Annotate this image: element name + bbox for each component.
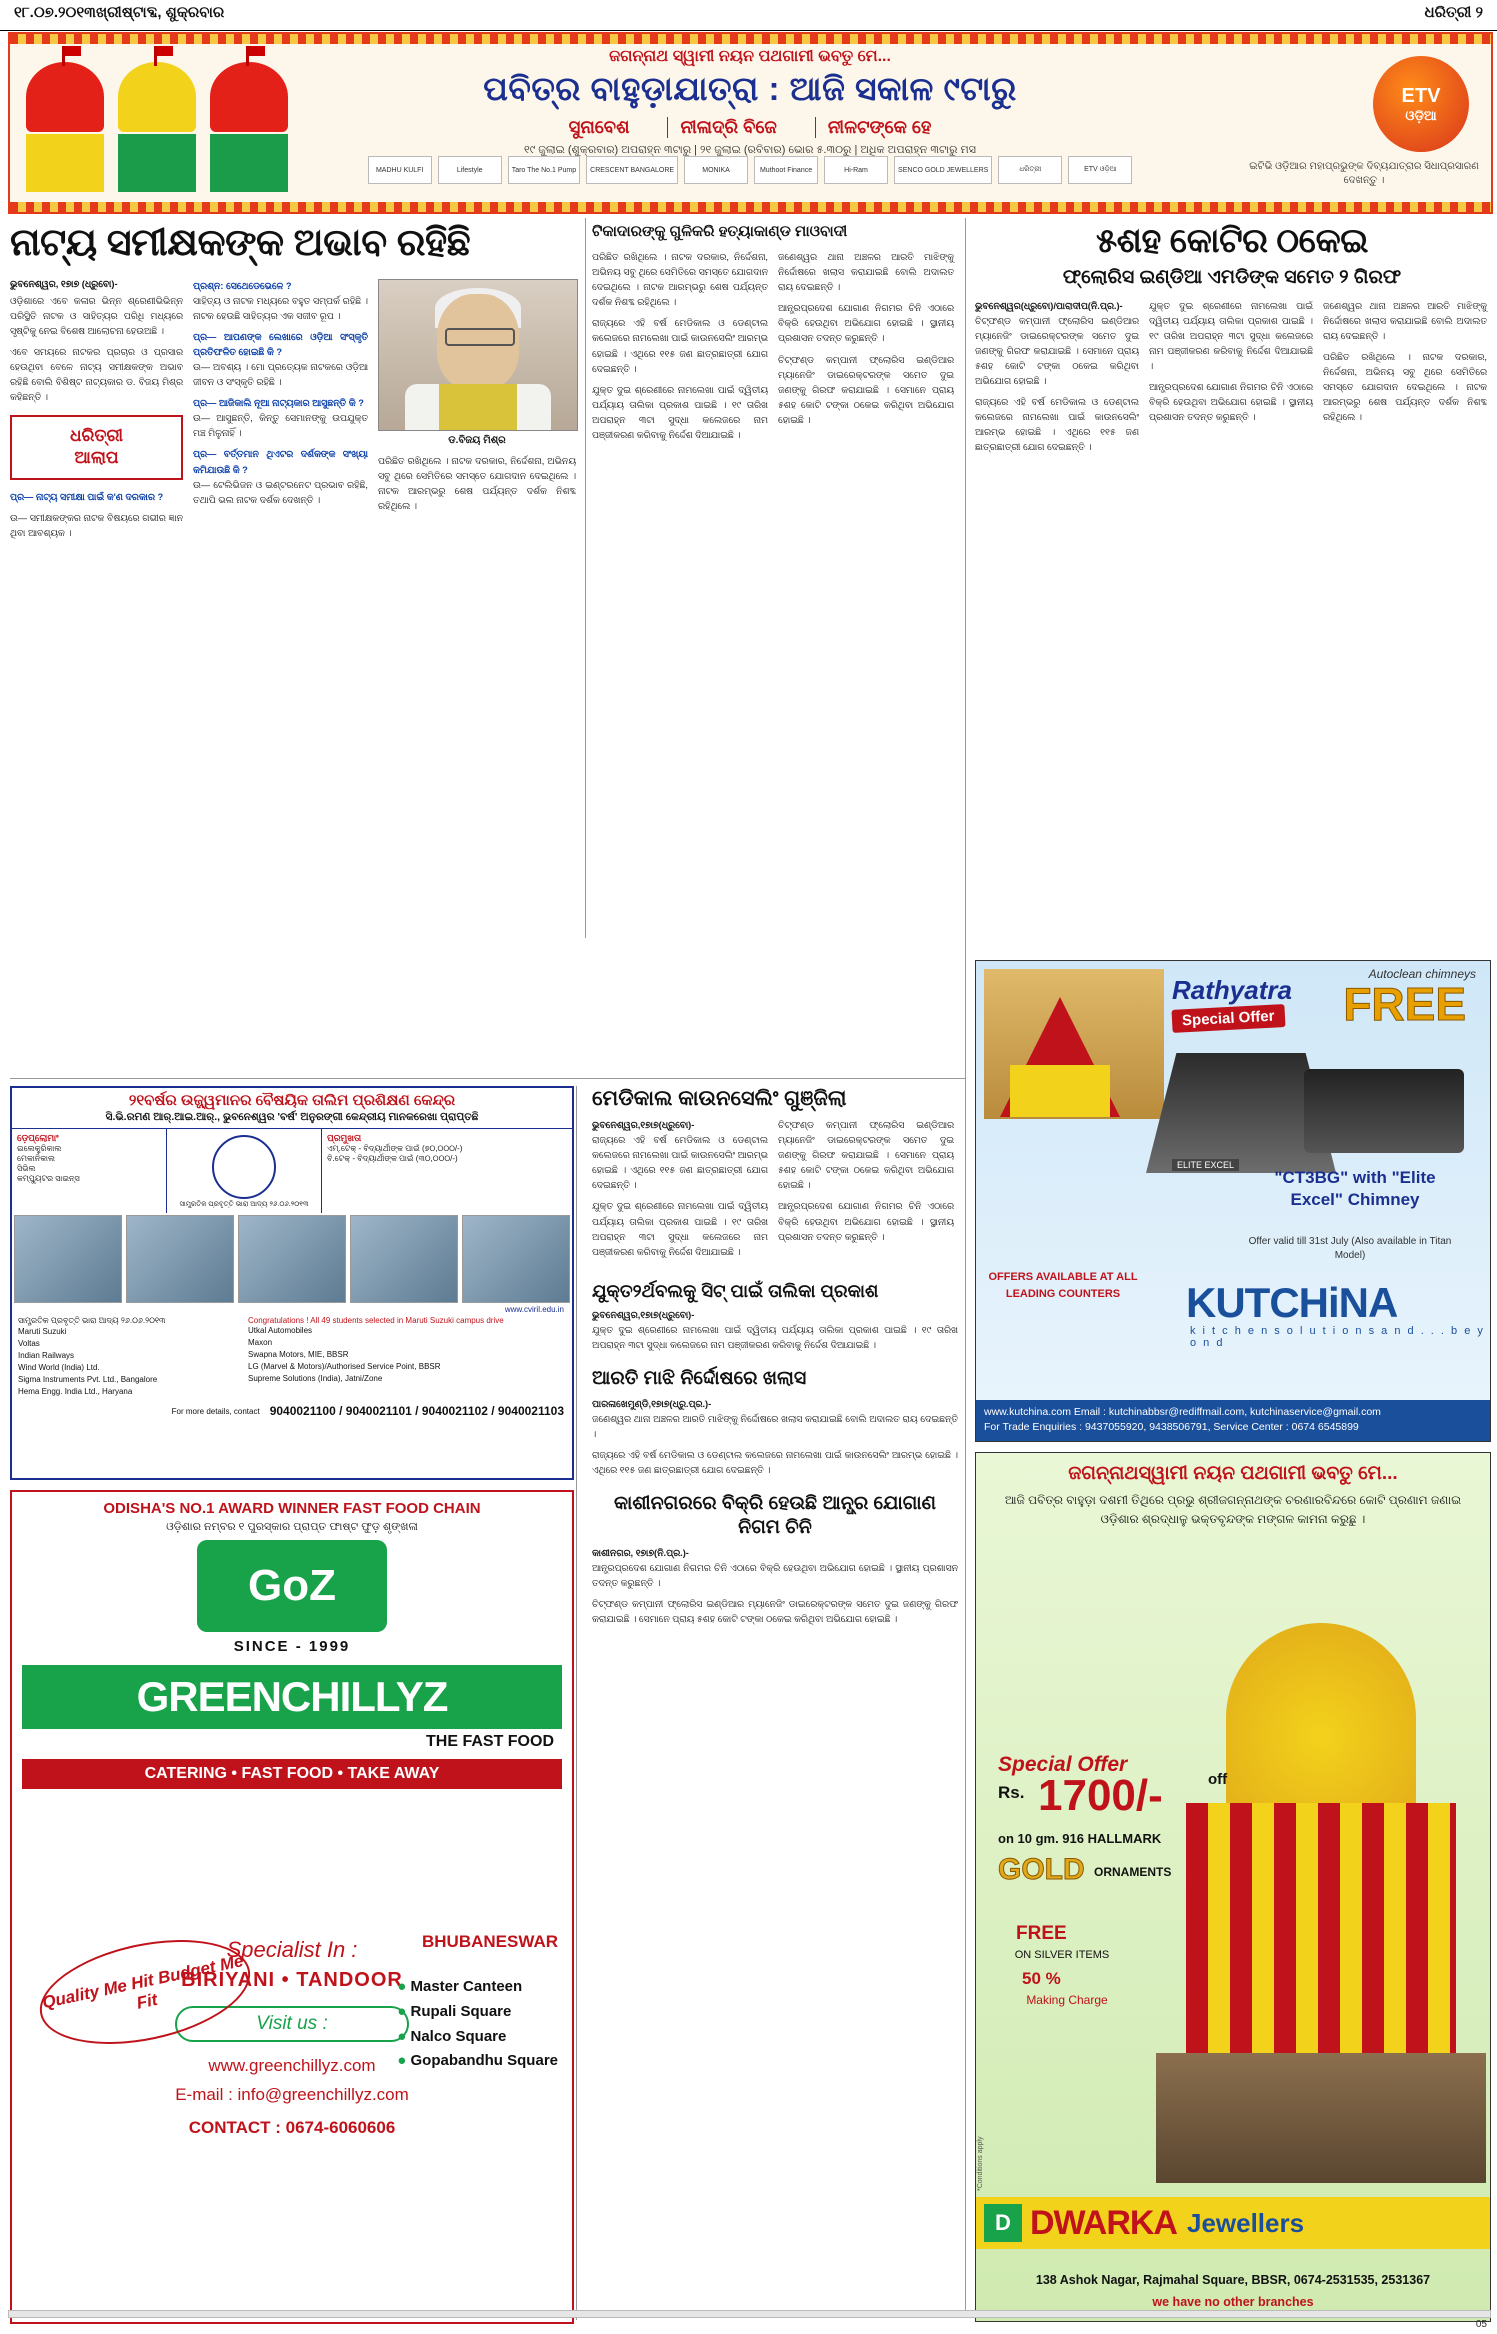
lead-body-extra: ପରିଛିତ ରଖିଥିଲେ । ନାଟକ ଦରକାର, ନିର୍ଦ୍ଦେଶନା, ଅଭିନୟ ସବୁ ଥିରେ ସେମିତିରେ ସମସ୍ତେ ଯୋଗଦାନ ଦେଇଥିଲେ । ନାଟକ ଆରମ୍ଭରୁ ଶେଷ ପର୍ଯ୍ୟନ୍ତ ଦର୍ଶକ ନିଶବ୍ଦ ରହିଥିଲେ ।	[378, 456, 576, 512]
story7-col1	[975, 299, 1139, 461]
story6-text: ଆନ୍ଧ୍ରପ୍ରଦେଶ ଯୋଗାଣ ନିଗମର ଚିନି ଏଠାରେ ବିକ୍ରି ହେଉଥିବା ଅଭିଯୋଗ ହୋଇଛି । ସ୍ଥାନୀୟ ପ୍ରଶାସନ ତଦନ୍ତ କରୁଛନ୍ତି ।	[592, 1562, 958, 1588]
story7-col3	[1323, 299, 1487, 461]
column-rule	[585, 218, 586, 938]
gz-brand-sub: THE FAST FOOD	[426, 1733, 554, 1750]
ciri-placement-right	[248, 1316, 548, 1398]
story7-subhead: ଫ୍ଲୋରିସ ଇଣ୍ଡିଆ ଏମଡିଙ୍କ ସମେତ ୨ ଗିରଫ	[1062, 267, 1402, 288]
story-thakei	[975, 222, 1489, 461]
top-ad-segment-2: ନୀଳାଦ୍ରି ବିଜେ	[667, 117, 788, 138]
story2-text-4: ଜଣେଶ୍ୱର ଥାନା ଅଞ୍ଚଳର ଆରତି ମାଝିଙ୍କୁ ନିର୍ଦ୍ଦୋଷରେ ଖଲାସ କରାଯାଇଛି ବୋଲି ଅଦାଲତ ରାୟ ଦେଇଛନ୍ତି ।	[778, 252, 954, 293]
ciri-photo	[126, 1215, 234, 1303]
dwarka-price: 1700/-	[1038, 1771, 1163, 1820]
autoclean-label: Autoclean chimneys	[1368, 967, 1476, 981]
story7-col2	[1149, 299, 1313, 461]
gz-brand: GREENCHILLYZ	[22, 1665, 562, 1729]
ciri-col1-item: ଇଲେକ୍ଟ୍ରିକାଲ	[17, 1144, 62, 1153]
chariot-illustration	[26, 50, 296, 192]
lead-intro-1: ଓଡ଼ିଶାରେ ଏବେ କଳାର ଭିନ୍ନ ଶ୍ରେଣୀଭିଭିନ୍ନ ପରିସ୍ଥିତି ନାଟକ ଓ ସାହିତ୍ୟର ପରିଧି ମଧ୍ୟରେ ସୃଷ୍ଟିକୁ ନେଇ ବିଶେଷ ଆଲୋଚନା ହେଉଅଛି ।	[10, 296, 184, 337]
crowd	[1156, 2053, 1486, 2183]
story7-dateline: ଭୁବନେଶ୍ୱର(ଧ୍ରୁବୋ)/ପାରାଦୀପ(ନି.ପ୍ର.)-	[975, 301, 1123, 311]
top-ad-title: ପବିତ୍ର ବାହୁଡ଼ାଯାତ୍ରା : ଆଜି ସକାଳ ୯ଟାରୁ	[483, 70, 1017, 107]
lead-qa-a5: ଉ— ସମୀକ୍ଷକଙ୍କର ନାଟକ ବିଷୟରେ ଗଭୀର ଜ୍ଞାନ ଥିବା ଆବଶ୍ୟକ ।	[10, 512, 184, 538]
story6-text-2: ଚିଟ୍‌ଫଣ୍ଡ କମ୍ପାନୀ ଫ୍ଲୋରିସ ଇଣ୍ଡିଆର ମ୍ୟାନେଜିଂ ଡାଇରେକ୍ଟରଙ୍କ ସମେତ ଦୁଇ ଜଣଙ୍କୁ ଗିରଫ କରାଯାଇଛି । ସେମାନେ ପ୍ରାୟ ୫ଶହ କୋଟି ଟଙ୍କା ଠକେଇ କରିଥିବା ଅଭିଯୋଗ ହୋଇଛି ।	[592, 1598, 958, 1624]
masthead-date: ୧୮.୦୭.୨୦୧୩ଖ୍ରୀଷ୍ଟାବ୍ଦ, ଶୁକ୍ରବାର	[14, 4, 225, 21]
ciri-column-fees	[322, 1129, 572, 1213]
ciri-col2-item: ଏମ୍.ଟେକ୍ - ବିଦ୍ୟାର୍ଥୀଙ୍କ ପାଇଁ (୭୦,୦୦୦/-)	[327, 1144, 463, 1153]
lead-qa-q5: ପ୍ର— ନାଟ୍ୟ ସମୀକ୍ଷା ପାଇଁ କ'ଣ ଦରକାର ?	[10, 491, 164, 502]
story3-headline: ମେଡିକାଲ କାଉନସେଲିଂ ଗୁଞ୍ଜିଲା	[592, 1087, 847, 1110]
top-banner-ad	[8, 32, 1493, 214]
story3-col1	[592, 1118, 768, 1265]
dwarka-rs: Rs.	[998, 1783, 1025, 1802]
ciri-photo	[14, 1215, 122, 1303]
ciri-congrats: Congratulations ! All 49 students selected in Maruti Suzuki campus drive	[248, 1316, 504, 1325]
ciri-placement-item: Maxon	[248, 1338, 273, 1347]
ciri-placement-heading: ସାମ୍ପ୍ରତିକ ପ୍ରବୃତ୍ତି ଭାରା ଆଦ୍ୟ ୨୬.୦୬.୨୦୧୩	[18, 1316, 166, 1325]
chariot-three	[210, 62, 288, 192]
masthead-title: ଧରିତ୍ରୀ ୨	[1424, 4, 1483, 21]
ciri-col1-item: ସିଭିଲ	[17, 1164, 36, 1173]
etv-odia-logo	[1373, 56, 1469, 152]
ciri-placement-item: Indian Railways	[18, 1351, 75, 1360]
ciri-placement-item: Utkal Automobiles	[248, 1326, 313, 1335]
gz-quality-oval: Quality Me Hit Budget Me Fit	[30, 1923, 259, 2061]
story2-col2	[778, 250, 954, 449]
stove-image	[1304, 1069, 1464, 1153]
gz-website[interactable]: www.greenchillyz.com	[208, 2056, 376, 2075]
sponsor-logo: Muthoot Finance	[754, 156, 818, 184]
story7-text-5: ଜଣେଶ୍ୱର ଥାନା ଅଞ୍ଚଳର ଆରତି ମାଝିଙ୍କୁ ନିର୍ଦ୍ଦୋଷରେ ଖଲାସ କରାଯାଇଛି ବୋଲି ଅଦାଲତ ରାୟ ଦେଇଛନ୍ତି ।	[1323, 301, 1487, 342]
dwarka-no-branches: we have no other branches	[1152, 2295, 1314, 2309]
kutchina-title: Rathyatra	[1172, 975, 1292, 1005]
ciri-placement-item: Supreme Solutions (India), Jatni/Zone	[248, 1374, 383, 1383]
interviewee-photo	[378, 279, 578, 431]
sponsor-logo: Lifestyle	[438, 156, 502, 184]
dwarka-gold: GOLD	[998, 1853, 1085, 1886]
story2-text-5: ଆନ୍ଧ୍ରପ୍ରଦେଶ ଯୋଗାଣ ନିଗମର ଚିନି ଏଠାରେ ବିକ୍ରି ହେଉଥିବା ଅଭିଯୋଗ ହୋଇଛି । ସ୍ଥାନୀୟ ପ୍ରଶାସନ ତଦନ୍ତ କରୁଛନ୍ତି ।	[778, 303, 954, 344]
kutchina-free: FREE	[1343, 978, 1466, 1030]
ciri-title: ୨୧ବର୍ଷର ଉଜ୍ଜ୍ୱମାନର ବୈଷୟିକ ତାଲିମ ପ୍ରଶିକ୍ଷଣ କେନ୍ଦ୍ର	[12, 1088, 572, 1111]
story5-text: ଜଣେଶ୍ୱର ଥାନା ଅଞ୍ଚଳର ଆରତି ମାଝିଙ୍କୁ ନିର୍ଦ୍ଦୋଷରେ ଖଲାସ କରାଯାଇଛି ବୋଲି ଅଦାଲତ ରାୟ ଦେଇଛନ୍ତି ।	[592, 1414, 958, 1440]
lead-qa-q2: ପ୍ର— ଆପଣଙ୍କ ଲେଖାରେ ଓଡ଼ିଆ ସଂସ୍କୃତି ପ୍ରତିଫଳିତ ହୋଇଛି କି ?	[193, 332, 368, 358]
lead-qa-a3: ଉ— ଆସୁଛନ୍ତି, କିନ୍ତୁ ସେମାନଙ୍କୁ ଉପଯୁକ୍ତ ମଞ୍ଚ ମିଳୁନାହିଁ ।	[193, 413, 368, 439]
ciri-placement-item: Voltas	[18, 1339, 40, 1348]
lead-story-middle-column	[193, 279, 368, 547]
kutchina-footer	[976, 1400, 1490, 1442]
sponsor-logo: CRESCENT BANGALORE	[586, 156, 678, 184]
story6-headline: କାଶୀନଗରରେ ବିକ୍ରି ହେଉଛି ଆନ୍ଧ୍ର ଯୋଗାଣ ନିଗମ ଚିନି	[613, 1493, 937, 1539]
ciri-col1-item: ମେକାନିକାଲ	[17, 1154, 55, 1163]
kutchina-footer-line2[interactable]: For Trade Enquiries : 9437055920, 9438506791, Service Center : 0674 6545899	[984, 1421, 1359, 1434]
ciri-col2-head: ପ୍ରମୁଖତା	[327, 1133, 362, 1143]
dwarka-address: 138 Ashok Nagar, Rajmahal Square, BBSR, 0674-2531535, 2531367	[1035, 2273, 1431, 2287]
story6-dateline: କାଶୀନଗର, ୧୭ା୭(ନି.ପ୍ର.)-	[592, 1547, 689, 1558]
dwarka-off: off	[1208, 1771, 1228, 1788]
sponsor-logo: Hi-Ram	[824, 156, 888, 184]
dwarka-ornaments: ORNAMENTS	[1094, 1865, 1172, 1879]
zigzag-border-bottom	[10, 202, 1491, 212]
story5-headline: ଆରତି ମାଝି ନିର୍ଦ୍ଦୋଷରେ ଖଲାସ	[592, 1368, 807, 1390]
lead-qa-a1: ସାହିତ୍ୟ ଓ ନାଟକ ମଧ୍ୟରେ ବହୁତ ସମ୍ପର୍କ ରହିଛି । ନାଟକ ହେଉଛି ସାହିତ୍ୟର ଏକ ସଜୀବ ରୂପ ।	[193, 296, 368, 322]
ciri-placement-item: Wind World (India) Ltd.	[18, 1363, 100, 1372]
kutchina-validity: Offer valid till 31st July (Also available in Titan Model)	[1248, 1236, 1452, 1261]
ciri-note: ସାମ୍ପ୍ରତିକ ପ୍ରବୃତ୍ତି ଭାରା ଆଦ୍ୟ ୨୬.୦୬.୨୦୧୩	[179, 1201, 309, 1208]
chariot-one	[26, 62, 104, 192]
ciri-phone-numbers[interactable]: 9040021100 / 9040021101 / 9040021102 / 9040021103	[269, 1404, 564, 1418]
sponsor-logo: ETV ଓଡ଼ିଆ	[1068, 156, 1132, 184]
story3-text-3: ଚିଟ୍‌ଫଣ୍ଡ କମ୍ପାନୀ ଫ୍ଲୋରିସ ଇଣ୍ଡିଆର ମ୍ୟାନେଜିଂ ଡାଇରେକ୍ଟରଙ୍କ ସମେତ ଦୁଇ ଜଣଙ୍କୁ ଗିରଫ କରାଯାଇଛି । ସେମାନେ ପ୍ରାୟ ୫ଶହ କୋଟି ଟଙ୍କା ଠକେଇ କରିଥିବା ଅଭିଯୋଗ ହୋଇଛି ।	[778, 1120, 954, 1191]
story4-text: ଯୁକ୍ତ ଦୁଇ ଶ୍ରେଣୀରେ ନାମଲେଖା ପାଇଁ ଦ୍ୱିତୀୟ ପର୍ଯ୍ୟାୟ ତାଲିକା ପ୍ରକାଶ ପାଇଛି । ୧୯ ତାରିଖ ଅପରାହ୍ନ ୩ଟା ସୁଦ୍ଧା କଲେଜରେ ନାମ ପଞ୍ଜୀକରଣ କରିବାକୁ ନିର୍ଦ୍ଦେଶ ଦିଆଯାଇଛି ।	[592, 1325, 958, 1351]
etv-logo-sub: ଓଡ଼ିଆ	[1405, 107, 1437, 123]
kutchina-footer-line1[interactable]: www.kutchina.com Email : kutchinabbsr@rediffmail.com, kutchinaservice@gmail.com	[984, 1405, 1381, 1418]
kutchina-brand-sub: k i t c h e n s o l u t i o n s a n d . . . b e y o n d	[1190, 1325, 1485, 1349]
dwarka-special-offer: Special Offer	[998, 1753, 1128, 1776]
story2-text-2: ରାଜ୍ୟରେ ଏହି ବର୍ଷ ମେଡିକାଲ ଓ ଡେଣ୍ଟାଲ କଲେଜରେ ନାମଲେଖା ପାଇଁ କାଉନସେଲିଂ ଆରମ୍ଭ ହୋଇଛି । ଏଥିରେ ୧୧୫ ଜଣ ଛାତ୍ରଛାତ୍ରୀ ଯୋଗ ଦେଇଛନ୍ତି ।	[592, 318, 768, 374]
story-ticadar	[592, 222, 958, 449]
story3-col2	[778, 1118, 954, 1265]
story5-dateline: ପାରଳାଖେମୁଣ୍ଡି,୧୭ା୭(ଧ୍ରୁ.ପ୍ର.)-	[592, 1399, 712, 1410]
top-ad-note: ୧୯ ଜୁଲାଇ (ଶୁକ୍ରବାର) ଅପରାହ୍ନ ୩ଟାରୁ | ୨୧ ଜୁଲାଇ (ରବିବାର) ଭୋର ୫.୩୦ରୁ | ଅଧିକ ଅପରାହ୍ନ ୩ଟାରୁ ମସ	[524, 144, 976, 156]
rath-body	[1186, 1803, 1456, 2053]
top-ad-segment-3: ନୀଳଟଙ୍କେ ହେ	[815, 117, 944, 138]
gz-specialist-label: Specialist In :	[226, 1937, 358, 1962]
ciri-more-details: For more details, contact	[171, 1406, 260, 1416]
kutchina-offers-note: OFFERS AVAILABLE AT ALL LEADING COUNTERS	[988, 1271, 1138, 1300]
dwarka-rath-image	[1156, 1623, 1486, 2183]
story3-text-2: ଯୁକ୍ତ ଦୁଇ ଶ୍ରେଣୀରେ ନାମଲେଖା ପାଇଁ ଦ୍ୱିତୀୟ ପର୍ଯ୍ୟାୟ ତାଲିକା ପ୍ରକାଶ ପାଇଛି । ୧୯ ତାରିଖ ଅପରାହ୍ନ ୩ଟା ସୁଦ୍ଧା କଲେଜରେ ନାମ ପଞ୍ଜୀକରଣ କରିବାକୁ ନିର୍ଦ୍ଦେଶ ଦିଆଯାଇଛି ।	[592, 1201, 768, 1257]
page-number: 05	[1475, 2319, 1487, 2330]
ciri-photo	[462, 1215, 570, 1303]
story4-dateline: ଭୁବନେଶ୍ୱର,୧୭ା୭(ଧ୍ରୁବୋ)-	[592, 1310, 695, 1321]
story2-text-6: ଚିଟ୍‌ଫଣ୍ଡ କମ୍ପାନୀ ଫ୍ଲୋରିସ ଇଣ୍ଡିଆର ମ୍ୟାନେଜିଂ ଡାଇରେକ୍ଟରଙ୍କ ସମେତ ଦୁଇ ଜଣଙ୍କୁ ଗିରଫ କରାଯାଇଛି । ସେମାନେ ପ୍ରାୟ ୫ଶହ କୋଟି ଟଙ୍କା ଠକେଇ କରିଥିବା ଅଭିଯୋଗ ହୋଇଛି ।	[778, 354, 954, 425]
top-ad-segments	[310, 117, 1190, 138]
kutchina-offer-badge: Special Offer	[1171, 1004, 1285, 1033]
ciri-placement-item: Maruti Suzuki	[18, 1327, 67, 1336]
gz-branch-item: ● Master Canteen	[397, 1975, 558, 2000]
story7-text-4: ଆନ୍ଧ୍ରପ୍ରଦେଶ ଯୋଗାଣ ନିଗମର ଚିନି ଏଠାରେ ବିକ୍ରି ହେଉଥିବା ଅଭିଯୋଗ ହୋଇଛି । ସ୍ଥାନୀୟ ପ୍ରଶାସନ ତଦନ୍ତ କରୁଛନ୍ତି ।	[1149, 382, 1313, 423]
middle-stories	[592, 1086, 958, 1633]
story7-text-1: ଚିଟ୍‌ଫଣ୍ଡ କମ୍ପାନୀ ଫ୍ଲୋରିସ ଇଣ୍ଡିଆର ମ୍ୟାନେଜିଂ ଡାଇରେକ୍ଟରଙ୍କ ସମେତ ଦୁଇ ଜଣଙ୍କୁ ଗିରଫ କରାଯାଇଛି । ସେମାନେ ପ୍ରାୟ ୫ଶହ କୋଟି ଟଙ୍କା ଠକେଇ କରିଥିବା ଅଭିଯୋଗ ହୋଇଛି ।	[975, 316, 1139, 387]
column-rule	[965, 218, 966, 2318]
story3-dateline: ଭୁବନେଶ୍ୱର,୧୭ା୭(ଧ୍ରୁବୋ)-	[592, 1120, 695, 1131]
ciri-col2-item: ବି.ଟେକ୍ - ବିଦ୍ୟାର୍ଥୀଙ୍କ ପାଇଁ (୩୦,୦୦୦/-)	[327, 1154, 458, 1163]
page-footer-bar	[8, 2310, 1491, 2318]
alaap-line2: ଆଲାପ	[74, 448, 119, 468]
sponsor-logo: MONIKA	[684, 156, 748, 184]
dwarka-logo-bar	[976, 2197, 1490, 2249]
story4-headline: ଯୁକ୍ତ୨ର୍ଥବଲକୁ ସିଟ୍ ପାଇଁ ତାଲିକା ପ୍ରକାଶ	[592, 1280, 879, 1301]
ciri-placement-item: LG (Marvel & Motors)/Authorised Service Point, BBSR	[248, 1362, 441, 1371]
gz-branch-list	[357, 1975, 558, 2074]
column-rule	[576, 1086, 577, 2320]
lead-story-photo-column	[378, 279, 576, 547]
story7-text-2: ରାଜ୍ୟରେ ଏହି ବର୍ଷ ମେଡିକାଲ ଓ ଡେଣ୍ଟାଲ କଲେଜରେ ନାମଲେଖା ପାଇଁ କାଉନସେଲିଂ ଆରମ୍ଭ ହୋଇଛି । ଏଥିରେ ୧୧୫ ଜଣ ଛାତ୍ରଛାତ୍ରୀ ଯୋଗ ଦେଇଛନ୍ତି ।	[975, 397, 1139, 453]
photo-caption: ଡ.ବିଜୟ ମିଶ୍ର	[448, 435, 506, 446]
ciri-placement-item: Hema Engg. India Ltd., Haryana	[18, 1387, 133, 1396]
rath-dome	[1226, 1623, 1416, 1813]
kutchina-brand: KUTCHiNA	[1186, 1279, 1398, 1326]
story7-headline: ୫ଶହ କୋଟିର ଠକେଇ	[1095, 222, 1369, 260]
etv-logo-text: ETV	[1401, 84, 1441, 107]
sponsor-logo: ଧରିତ୍ରୀ	[998, 156, 1062, 184]
gz-email[interactable]: E-mail : info@greenchillyz.com	[175, 2085, 409, 2105]
story3-text-4: ଆନ୍ଧ୍ରପ୍ରଦେଶ ଯୋଗାଣ ନିଗମର ଚିନି ଏଠାରେ ବିକ୍ରି ହେଉଥିବା ଅଭିଯୋଗ ହୋଇଛି । ସ୍ଥାନୀୟ ପ୍ରଶାସନ ତଦନ୍ତ କରୁଛନ୍ତି ।	[778, 1201, 954, 1242]
dwarka-head: ଜଗନ୍ନାଥସ୍ୱାମୀ ନୟନ ପଥଗାମୀ ଭବତୁ ମେ...	[1068, 1463, 1398, 1484]
lead-story	[10, 222, 576, 547]
story5-text-2: ରାଜ୍ୟରେ ଏହି ବର୍ଷ ମେଡିକାଲ ଓ ଡେଣ୍ଟାଲ କଲେଜରେ ନାମଲେଖା ପାଇଁ କାଉନସେଲିଂ ଆରମ୍ଭ ହୋଇଛି । ଏଥିରେ ୧୧୫ ଜଣ ଛାତ୍ରଛାତ୍ରୀ ଯୋଗ ଦେଇଛନ୍ତି ।	[592, 1450, 958, 1476]
ad-dwarka-jewellers[interactable]	[975, 1452, 1491, 2322]
sponsor-logo: Taro The No.1 Pump	[508, 156, 580, 184]
story2-text-3: ଯୁକ୍ତ ଦୁଇ ଶ୍ରେଣୀରେ ନାମଲେଖା ପାଇଁ ଦ୍ୱିତୀୟ ପର୍ଯ୍ୟାୟ ତାଲିକା ପ୍ରକାଶ ପାଇଛି । ୧୯ ତାରିଖ ଅପରାହ୍ନ ୩ଟା ସୁଦ୍ଧା କଲେଜରେ ନାମ ପଞ୍ଜୀକରଣ କରିବାକୁ ନିର୍ଦ୍ଦେଶ ଦିଆଯାଇଛି ।	[592, 384, 768, 440]
masthead	[0, 0, 1497, 31]
lead-qa-q1: ପ୍ରଶ୍ନ: ସେଥେଡେଭେଳେ ?	[193, 281, 292, 291]
ciri-placement-item: Sigma Instruments Pvt. Ltd., Bangalore	[18, 1375, 158, 1384]
ciri-photo-strip	[12, 1213, 572, 1305]
chariot-two	[118, 62, 196, 192]
lead-qa-a4: ଉ— ଟେଲିଭିଜନ ଓ ଇଣ୍ଟରନେଟ ପ୍ରଭାବ ରହିଛି, ତଥାପି ଭଲ ନାଟକ ଦର୍ଶକ ଦେଖନ୍ତି ।	[193, 479, 368, 505]
story2-headline: ଟିକାଦାରଙ୍କୁ ଗୁଳିକରି ହତ୍ୟାକାଣ୍ଡ ମାଓବାଦୀ	[592, 223, 848, 240]
elite-badge: ELITE EXCEL	[1172, 1159, 1239, 1171]
ciri-col1-head: ଡ଼େପ୍ଲୋମାଂ	[17, 1133, 59, 1143]
gz-contact[interactable]: CONTACT : 0674-6060606	[188, 2118, 396, 2138]
gz-services-band: CATERING • FAST FOOD • TAKE AWAY	[22, 1759, 562, 1789]
gz-city: BHUBANESWAR	[422, 1932, 558, 1951]
lead-qa-q3: ପ୍ର— ଆଜିକାଲି ନୂଆ ନାଟ୍ୟକାର ଆସୁଛନ୍ତି କି ?	[193, 398, 364, 409]
lead-qa-q4: ପ୍ର— ବର୍ତ୍ତମାନ ଥିଏଟର ଦର୍ଶକଙ୍କ ସଂଖ୍ୟା କମିଯାଉଛି କି ?	[193, 449, 368, 475]
gz-branch-item: ● Nalco Square	[397, 2025, 558, 2050]
story2-col1	[592, 250, 768, 449]
ad-cv-raman-institute[interactable]	[10, 1086, 574, 1480]
dwarka-fifty: 50 %	[1022, 1969, 1061, 1988]
kutchina-product: "CT3BG" with "Elite Excel" Chimney	[1274, 1168, 1436, 1210]
alaap-badge	[10, 415, 183, 479]
dwarka-making-charge: Making Charge	[1026, 1993, 1108, 2007]
lead-intro-2: ଏବେ ସମୟରେ ନାଟକର ପ୍ରଚାର ଓ ପ୍ରସାର ହେଉଥିବା ବେଳେ ନାଟ୍ୟ ସମୀକ୍ଷକଙ୍କ ଅଭାବ ରହିଛି ବୋଲି ବିଶିଷ୍ଟ ନାଟ୍ୟକାର ଡ. ବିଜୟ ମିଶ୍ର କହିଛନ୍ତି ।	[10, 347, 184, 403]
zigzag-border-top	[10, 34, 1491, 44]
gz-logo: GoZ	[197, 1540, 387, 1632]
story7-text-3: ଯୁକ୍ତ ଦୁଇ ଶ୍ରେଣୀରେ ନାମଲେଖା ପାଇଁ ଦ୍ୱିତୀୟ ପର୍ଯ୍ୟାୟ ତାଲିକା ପ୍ରକାଶ ପାଇଛି । ୧୯ ତାରିଖ ଅପରାହ୍ନ ୩ଟା ସୁଦ୍ଧା କଲେଜରେ ନାମ ପଞ୍ଜୀକରଣ କରିବାକୁ ନିର୍ଦ୍ଦେଶ ଦିଆଯାଇଛି ।	[1149, 301, 1313, 372]
alaap-line1: ଧରିତ୍ରୀ	[69, 426, 124, 446]
top-ad-line1: ଜଗନ୍ନାଥ ସ୍ୱାମୀ ନୟନ ପଥଗାମୀ ଭବତୁ ମେ...	[609, 48, 891, 65]
gz-since: SINCE - 1999	[233, 1638, 351, 1655]
page-title: ନାଟ୍ୟ ସମୀକ୍ଷକଙ୍କ ଅଭାବ ରହିଛି	[10, 222, 471, 264]
ciri-column-diploma	[12, 1129, 167, 1213]
sponsor-logo: MADHU KULFI	[368, 156, 432, 184]
ciri-photo	[350, 1215, 458, 1303]
ad-greenchillyz[interactable]	[10, 1490, 574, 2324]
ciri-subtitle: ସି.ଭି.ରମଣ ଆର୍.ଆଇ.ଆର୍., ଭୁବନେଶ୍ୱର 'ବର୍ଷ' ଅନୁରଙ୍ଗୀ କେନ୍ଦ୍ରୀୟ ମାନକରେଖା ପ୍ରାପ୍ତଛି	[12, 1111, 572, 1129]
gz-top-line: ODISHA'S NO.1 AWARD WINNER FAST FOOD CHAIN	[103, 1500, 481, 1517]
sponsor-logos	[310, 156, 1190, 184]
dwarka-name: DWARKA	[1030, 2203, 1177, 2242]
dwarka-free: FREE	[1016, 1923, 1067, 1944]
gz-odia-line: ଓଡ଼ିଶାର ନମ୍ବର ୧ ପୁରସ୍କାର ପ୍ରାପ୍ତ ଫାଷ୍ଟ ଫୁଡ଼ ଶୃଙ୍ଖଳା	[166, 1521, 418, 1533]
lead-dateline: ଭୁବନେଶ୍ୱର, ୧୭ା୭ (ଧ୍ରୁବୋ)-	[10, 279, 118, 289]
ciri-placement-item: Swapna Motors, MIE, BBSR	[248, 1350, 349, 1359]
lead-story-left-column	[10, 279, 183, 547]
dwarka-jewellers: Jewellers	[1186, 2207, 1305, 2238]
dwarka-sub: ଆଜି ପବିତ୍ର ବାହୁଡ଼ା ଦଶମୀ ତିଥିରେ ପ୍ରଭୁ ଶ୍ରୀଜଗନ୍ନାଥଙ୍କ ଚରଣାରବିନ୍ଦରେ କୋଟି ପ୍ରଣାମ ଜଣାଇ ଓଡ଼ିଶାର ଶ୍ରଦ୍ଧାଳୁ ଭକ୍ତବୃନ୍ଦଙ୍କ ମଙ୍ଗଳ କାମନା କରୁଛୁ ।	[1004, 1493, 1462, 1527]
section-rule	[10, 1078, 965, 1079]
gz-specialist-items: BIRIYANI • TANDOOR	[181, 1969, 403, 1991]
gz-visit-button[interactable]: Visit us :	[175, 2006, 409, 2042]
dwarka-conditions: *Conditions apply	[977, 2136, 984, 2191]
kutchina-rath-image	[984, 969, 1164, 1119]
top-ad-segment-1: ସୁନାବେଶ	[568, 117, 630, 137]
dwarka-logo-icon: D	[984, 2204, 1022, 2242]
ciri-column-logo	[167, 1129, 322, 1213]
top-ad-text	[310, 48, 1190, 157]
etv-caption: ଇଟିଭି ଓଡ଼ିଆର ମହାପ୍ରଭୁଙ୍କ ଦିବ୍ୟଯାତ୍ରାର ସିଧାପ୍ରସାରଣ ଦେଖନ୍ତୁ ।	[1249, 161, 1479, 186]
story7-text-6: ପରିଛିତ ରଖିଥିଲେ । ନାଟକ ଦରକାର, ନିର୍ଦ୍ଦେଶନା, ଅଭିନୟ ସବୁ ଥିରେ ସେମିତିରେ ସମସ୍ତେ ଯୋଗଦାନ ଦେଇଥିଲେ । ନାଟକ ଆରମ୍ଭରୁ ଶେଷ ପର୍ଯ୍ୟନ୍ତ ଦର୍ଶକ ନିଶବ୍ଦ ରହିଥିଲେ ।	[1323, 352, 1487, 423]
dwarka-free-sub: ON SILVER ITEMS	[1014, 1949, 1110, 1961]
lead-qa-a2: ଉ— ଅବଶ୍ୟ । ମୋ ପ୍ରତ୍ୟେକ ନାଟକରେ ଓଡ଼ିଆ ଜୀବନ ଓ ସଂସ୍କୃତି ରହିଛି ।	[193, 362, 368, 388]
ciri-website[interactable]: www.cviril.edu.in	[504, 1305, 564, 1314]
story3-text-1: ରାଜ୍ୟରେ ଏହି ବର୍ଷ ମେଡିକାଲ ଓ ଡେଣ୍ଟାଲ କଲେଜରେ ନାମଲେଖା ପାଇଁ କାଉନସେଲିଂ ଆରମ୍ଭ ହୋଇଛି । ଏଥିରେ ୧୧୫ ଜଣ ଛାତ୍ରଛାତ୍ରୀ ଯୋଗ ଦେଇଛନ୍ତି ।	[592, 1135, 768, 1191]
dwarka-on: on 10 gm. 916 HALLMARK	[998, 1831, 1162, 1846]
ciri-placement-left	[18, 1316, 248, 1398]
rath-band	[1010, 1065, 1110, 1117]
gz-branch-item: ● Gopabandhu Square	[397, 2049, 558, 2074]
ad-kutchina[interactable]	[975, 960, 1491, 1442]
ciri-col1-item: କମ୍ପ୍ୟୁଟର ସାଇନ୍ସ	[17, 1174, 80, 1183]
gz-branch-item: ● Rupali Square	[397, 2000, 558, 2025]
ciri-photo	[238, 1215, 346, 1303]
sponsor-logo: SENCO GOLD JEWELLERS	[894, 156, 992, 184]
story2-text-1: ପରିଛିତ ରଖିଥିଲେ । ନାଟକ ଦରକାର, ନିର୍ଦ୍ଦେଶନା, ଅଭିନୟ ସବୁ ଥିରେ ସେମିତିରେ ସମସ୍ତେ ଯୋଗଦାନ ଦେଇଥିଲେ । ନାଟକ ଆରମ୍ଭରୁ ଶେଷ ପର୍ଯ୍ୟନ୍ତ ଦର୍ଶକ ନିଶବ୍ଦ ରହିଥିଲେ ।	[592, 252, 768, 308]
